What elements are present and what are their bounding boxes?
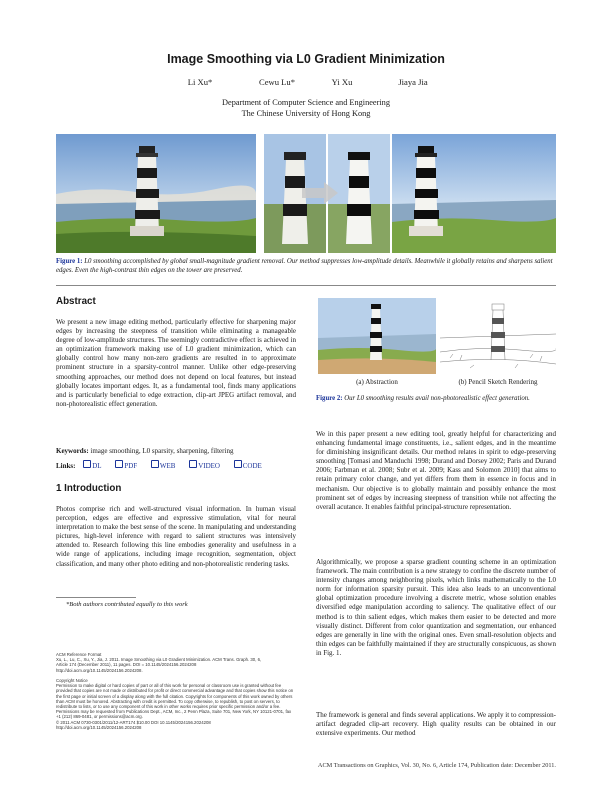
acm-reference-line1: Xu, L., Lu, C., Xu, Y., Jia, J. 2011. Image Smoothing via L0 Gradient Minimization. ACM Trans. Graph. 30, 6, xyxy=(56,657,262,663)
figure1-smoothed-photo xyxy=(392,134,556,253)
copyright-notice xyxy=(56,678,296,730)
keywords-text: image smoothing, L0 sparsity, sharpening, filtering xyxy=(90,447,234,455)
divider xyxy=(56,285,556,286)
acm-reference-line3: http://doi.acm.org/10.1145/2024156.2024208. xyxy=(56,667,143,673)
keywords xyxy=(56,447,296,456)
author-3: Yi Xu xyxy=(331,77,353,87)
author-1: Li Xu* xyxy=(187,77,213,87)
abstract-heading: Abstract xyxy=(56,296,96,307)
link-pdf[interactable]: PDF xyxy=(115,462,143,470)
affiliation-dept: Department of Computer Science and Engineering xyxy=(222,98,390,107)
copyright-line-b: http://doi.acm.org/10.1145/2024156.2024208 xyxy=(56,724,142,730)
intro-text: Photos comprise rich and well-structured visual information. In human visual perception, edges are effective and expressive stimulation, vital for neural interpretation to make the best sense of the scene. In manipulating and understanding pictures, high-level inference with regard to salient structures was intensively attended to. Research following this line embodies generality and usefulness in a wide range of applications, including image recognition, segmentation, object classification, and many other photo editing and non-photorealistic rendering tasks. xyxy=(56,505,296,568)
link-dl[interactable]: DL xyxy=(83,462,107,470)
keywords-label: Keywords: xyxy=(56,447,89,455)
link-web[interactable]: WEB xyxy=(151,462,182,470)
acm-reference xyxy=(56,652,296,673)
body-para-3: The framework is general and finds several applications. We apply it to compression-artifact degraded clip-art recovery. High quality results can be obtained in our extensive experiments. Our method xyxy=(316,711,556,738)
author-4: Jiaya Jia xyxy=(398,77,428,87)
links-label: Links: xyxy=(56,461,76,470)
affiliation-univ: The Chinese University of Hong Kong xyxy=(241,109,371,118)
copyright-label: Copyright Notice xyxy=(56,678,88,683)
body-para-1: We in this paper present a new editing tool, greatly helpful for characterizing and enhancing fundamental image constituents, i.e., salient edges, and in the meantime for diminishing insignificant details. Our method relates in spirit to edge-preserving smoothing [Tomasi and Manduchi 1998; Durand and Dorsey 2002; Paris and Durand 2006; Farbman et al. 2008; Subr et al. 2009; Kass and Solomon 2010] that aims to retain primary color change, and yet differs from them in essence in focus and in mechanism. Our objective is to globally maintain and possibly enhance the most prominent set of edges by increasing steepness of transition while not affecting the overall acutance. It enables faithful principal-structure representation. xyxy=(316,430,556,511)
figure2-label: Figure 2: xyxy=(316,395,343,402)
figure1-arrow-icon xyxy=(302,182,338,204)
footnote-rule xyxy=(56,597,136,598)
intro-heading: 1 Introduction xyxy=(56,483,122,494)
page-footer: ACM Transactions on Graphics, Vol. 30, No. 6, Article 174, Publication date: December 2011. xyxy=(317,762,556,769)
figure2-abstraction-image xyxy=(318,298,436,374)
paper-title: Image Smoothing via L0 Gradient Minimization xyxy=(167,52,445,66)
link-code[interactable]: CODE xyxy=(234,462,268,470)
figure2-sub-b: (b) Pencil Sketch Rendering xyxy=(458,378,538,386)
figure2-caption xyxy=(316,394,556,403)
copyright-line-a: © 2011 ACM 0730-0301/2011/12-ART174 $10.00 DOI 10.1145/2024156.2024208 xyxy=(56,719,211,725)
figure2-sub-a: (a) Abstraction xyxy=(356,378,398,386)
footnote: *Both authors contributed equally to this work xyxy=(66,601,188,608)
acm-reference-label: ACM Reference Format xyxy=(56,652,102,657)
figure1-caption xyxy=(56,257,556,275)
figure1-caption-text: L0 smoothing accomplished by global small-magnitude gradient removal. Our method suppresses low-amplitude details. Meanwhile it globally retains and sharpens salient edges. Even the high-contrast thin edges on the tower are preserved. xyxy=(56,258,553,274)
copyright-text: Permission to make digital or hard copies of part or all of this work for personal or classroom use is granted without fee provided that copies are not made or distributed for profit or direct commercial advantage and that copies show this notice on the first page or initial screen of a display along with the full citation. Copyrights for components of this work owned by others than ACM must be honored. Abstracting with credit is permitted. To copy otherwise, to republish, to post on servers, to redistribute to lists, or to use any component of this work in other works requires prior specific permission and/or a fee. Permissions may be requested from Publications Dept., ACM, Inc., 2 Penn Plaza, Suite 701, New York, NY 10121-0701, fax +1 (212) 869-0481, or permissions@acm.org. xyxy=(56,683,294,720)
figure2-pencil-sketch-image xyxy=(440,298,556,374)
links-row xyxy=(56,460,296,471)
abstract-text: We present a new image editing method, particularly effective for sharpening major edges by increasing the steepness of transition while eliminating a manageable degree of low-amplitude structures. The seemingly contradictive effect is achieved in an optimization framework making use of L0 gradient minimization, which can globally control how many non-zero gradients are resulted in to approximate prominent structure in a sparsity-control manner. Unlike other edge-preserving smoothing approaches, our method does not depend on local features, but instead globally locates important edges. It, as a fundamental tool, finds many applications and is particularly beneficial to edge extraction, clip-art JPEG artifact removal, and non-photorealistic effect generation. xyxy=(56,318,296,408)
body-para-2: Algorithmically, we propose a sparse gradient counting scheme in an optimization framework. The main contribution is a new strategy to confine the discrete number of intensity changes among neighboring pixels, which links mathematically to the L0 norm for information sparsity pursuit. This idea also leads to an unconventional global optimization procedure involving a discrete metric, whose solution enables diversified edge manipulation according to saliency. The qualitative effect of our method is to thin salient edges, which makes them easier to be detected and more visually distinct. Different from color quantization and segmentation, our enhanced edges are generally in line with the original ones. Even small-resolution objects and thin edges can be faithfully maintained if they are structurally conspicuous, as shown in Fig. 1. xyxy=(316,558,556,657)
acm-reference-line2: Article 174 (December 2011), 11 pages. DOI = 10.1145/2024156.2024208 xyxy=(56,662,197,668)
author-2: Cewu Lu* xyxy=(258,77,296,87)
figure2-caption-text: Our L0 smoothing results avail non-photorealistic effect generation. xyxy=(344,395,530,402)
link-video[interactable]: VIDEO xyxy=(189,462,226,470)
figure1-label: Figure 1: xyxy=(56,258,83,265)
figure1-input-photo xyxy=(56,134,256,253)
